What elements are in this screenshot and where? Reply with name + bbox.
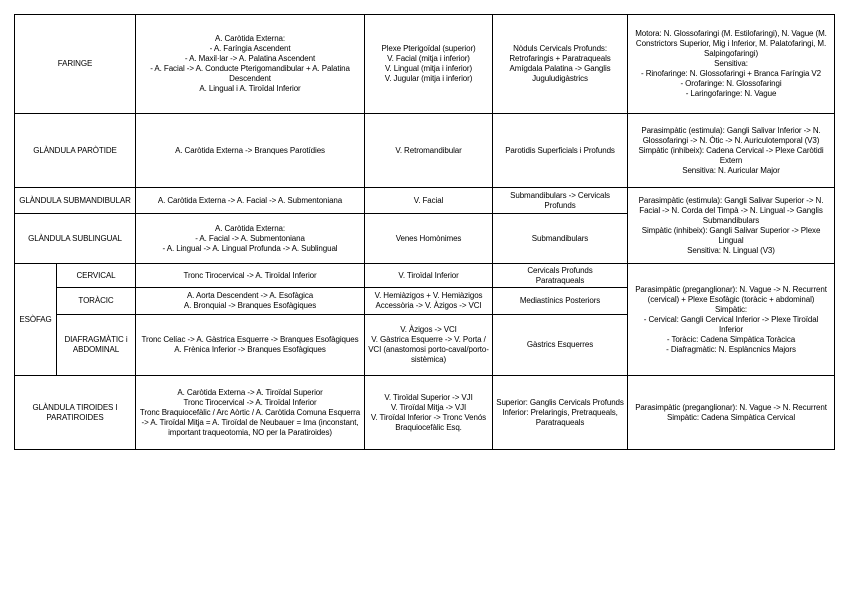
lymph-cell	[493, 188, 628, 214]
artery-line: A. Caròtida Externa -> Branques Parotídies	[175, 145, 325, 155]
nerve-line: - Toràcic: Cadena Simpàtica Toràcica	[666, 334, 796, 344]
vein-line: V. Hemiàzigos + V. Hemiàzigos Accessòria -> V. Àzigos -> VCI	[374, 291, 483, 310]
part-cell	[57, 264, 136, 288]
arteries-cell	[136, 114, 365, 188]
part-label: CERVICAL	[76, 270, 116, 280]
veins-cell	[365, 315, 493, 376]
vein-line: V. Jugular (mitja i inferior)	[384, 74, 473, 83]
lymph-line: Submandibulars -> Cervicals Profunds	[510, 190, 610, 210]
lymph-line: Cervicals Profunds	[527, 265, 593, 275]
veins-cell	[365, 288, 493, 315]
organ-cell	[15, 376, 136, 450]
arteries-cell	[136, 15, 365, 114]
lymph-line: Mediastínics Posteriors	[519, 296, 601, 305]
artery-line: A. Aorta Descendent -> A. Esofàgica	[186, 291, 314, 300]
nerve-line: Parasimpàtic (preganglionar): N. Vague -> N. Recurrent (cervical) + Plexe Esofàgic (toràcic + abdominal)	[635, 284, 827, 304]
organ-cell	[15, 114, 136, 188]
artery-line: A. Caròtida Externa:	[214, 223, 286, 233]
artery-line: - A. Lingual -> A. Lingual Profunda -> A. Sublingual	[162, 243, 338, 253]
lymph-line: Amígdala Palatina -> Ganglis Juguludigàstrics	[509, 64, 611, 83]
vein-line: V. Tiroïdal Inferior -> Tronc Venós Braquiocefàlic Esq.	[370, 412, 487, 432]
organ-label: GLÀNDULA SUBLINGUAL	[28, 233, 122, 243]
lymph-cell	[493, 114, 628, 188]
table-row-submandibular	[15, 188, 835, 214]
organ-label: ESÒFAG	[19, 314, 52, 324]
organ-label: GLÀNDULA SUBMANDIBULAR	[19, 195, 131, 205]
artery-line: A. Caròtida Externa -> A. Facial -> A. Submentoniana	[157, 195, 343, 205]
veins-cell	[365, 264, 493, 288]
nerves-cell	[628, 264, 835, 376]
nerve-line: - Rinofaringe: N. Glossofaringi + Branca Faríngia V2	[641, 69, 822, 78]
vein-line: Venes Homònimes	[395, 233, 462, 243]
anatomy-table	[14, 14, 835, 450]
nerves-cell	[628, 376, 835, 450]
lymph-cell	[493, 214, 628, 264]
lymph-line: Parotidis Superficials i Profunds	[505, 145, 615, 155]
nerve-line: - Cervical: Gangli Cervical Inferior -> Plexe Tiroïdal Inferior	[643, 314, 819, 334]
table-row-parotide	[15, 114, 835, 188]
vein-line: V. Gàstrica Esquerre -> V. Porta / VCI (anastomosi porto-caval/porto-sistèmica)	[368, 335, 489, 364]
artery-line: - A. Maxil·lar -> A. Palatina Ascendent	[184, 54, 316, 63]
nerve-line: Parasimpàtic (estimula): Gangli Salivar Inferior -> N. Glossofaringi -> N. Òtic -> N. Auriculotemporal (V3)	[641, 125, 821, 145]
nerve-line: Sensitiva: N. Auricular Major	[682, 165, 780, 175]
artery-line: - A. Faríngia Ascendent	[209, 44, 291, 53]
nerve-line: Parasimpàtic (preganglionar): N. Vague -> N. Recurrent	[635, 402, 827, 412]
artery-line: A. Lingual i A. Tiroïdal Inferior	[199, 84, 301, 93]
nerve-line: Motora: N. Glossofaringi (M. Estilofaringi), N. Vague (M. Constrictors Superior, Mig i Inferior, M. Palatofaringi, M. Salpingofaringi)	[635, 29, 827, 58]
vein-line: V. Retromandibular	[395, 145, 462, 155]
arteries-cell	[136, 214, 365, 264]
table-row-faringe	[15, 15, 835, 114]
artery-line: Tronc Braquiocefàlic / Arc Aòrtic / A. Caròtida Comuna Esquerra -> A. Tiroïdal Mitja = A. Tiroïdal de Neubauer = Ima (inconstant, important traqueotomia, NO per la Paratiroides)	[139, 407, 361, 437]
artery-line: Tronc Tirocervical -> A. Tiroïdal Inferior	[183, 397, 317, 407]
nerve-line: - Orofaringe: N. Glossofaringi	[680, 79, 782, 88]
vein-line: V. Lingual (mitja i inferior)	[384, 64, 473, 73]
organ-label: GLÀNDULA PARÒTIDE	[33, 145, 117, 155]
part-cell	[57, 288, 136, 315]
artery-line: A. Caròtida Externa -> A. Tiroïdal Superior	[177, 387, 323, 397]
organ-cell	[15, 214, 136, 264]
veins-cell	[365, 376, 493, 450]
vein-line: V. Tiroïdal Superior -> VJI	[384, 392, 473, 402]
artery-line: A. Frènica Inferior -> Branques Esofàgiques	[174, 345, 326, 354]
nerves-cell	[628, 114, 835, 188]
organ-label: GLÀNDULA TIROIDES I PARATIROIDES	[32, 402, 118, 422]
organ-cell	[15, 264, 57, 376]
nerve-line: Simpàtic (inhibeix): Cadena Cervical -> Plexe Caròtidi Extern	[638, 145, 824, 165]
nerve-line: Simpàtic: Cadena Simpàtica Cervical	[666, 412, 796, 422]
lymph-line: Inferior: Prelaringis, Pretraqueals, Paratraqueals	[502, 407, 618, 427]
part-label: DIAFRAGMÀTIC i ABDOMINAL	[64, 335, 128, 354]
artery-line: A. Caròtida Externa:	[214, 34, 286, 43]
lymph-line: Submandibulars	[531, 233, 589, 243]
nerve-line: Simpàtic:	[715, 304, 748, 314]
lymph-line: Retrofaringis + Paratraqueals	[509, 54, 611, 63]
artery-line: - A. Facial -> A. Submentoniana	[195, 233, 305, 243]
vein-line: Plexe Pterigoïdal (superior)	[381, 44, 476, 53]
lymph-line: Gàstrics Esquerres	[526, 340, 594, 349]
part-cell	[57, 315, 136, 376]
artery-line: A. Bronquial -> Branques Esofàgiques	[183, 301, 317, 310]
nerve-line: Sensitiva:	[714, 59, 748, 68]
lymph-cell	[493, 376, 628, 450]
artery-line: Tronc Celíac -> A. Gàstrica Esquerre -> Branques Esofàgiques	[141, 335, 359, 344]
nerve-line: Sensitiva: N. Lingual (V3)	[687, 245, 775, 255]
table-row-esofag-cervical	[15, 264, 835, 288]
arteries-cell	[136, 315, 365, 376]
organ-cell	[15, 188, 136, 214]
artery-line: - A. Facial -> A. Conducte Pterigomandibular + A. Palatina Descendent	[150, 64, 350, 83]
veins-cell	[365, 114, 493, 188]
nerve-line: Simpàtic (inhibeix): Gangli Salivar Superior -> Plexe Lingual	[641, 225, 821, 245]
nerves-cell	[628, 188, 835, 264]
lymph-line: Superior: Ganglis Cervicals Profunds	[496, 397, 624, 407]
vein-line: V. Facial	[413, 195, 444, 205]
nerve-line: Parasimpàtic (estimula): Gangli Salivar Superior -> N. Facial -> N. Corda del Timpà -> N. Lingual -> Ganglis Submandibulars	[638, 195, 824, 225]
organ-label: FARINGE	[57, 59, 93, 68]
veins-cell	[365, 188, 493, 214]
nerve-line: - Laringofaringe: N. Vague	[685, 89, 777, 98]
vein-line: V. Tiroïdal Inferior	[398, 270, 459, 280]
lymph-cell	[493, 288, 628, 315]
vein-line: V. Tiroïdal Mitja -> VJI	[390, 402, 467, 412]
nerve-line: - Diafragmàtic: N. Esplàncnics Majors	[666, 344, 796, 354]
veins-cell	[365, 15, 493, 114]
part-label: TORÀCIC	[78, 296, 114, 305]
vein-line: V. Facial (mitja i inferior)	[387, 54, 470, 63]
lymph-line: Paratraqueals	[535, 275, 585, 285]
arteries-cell	[136, 288, 365, 315]
artery-line: Tronc Tirocervical -> A. Tiroïdal Inferior	[183, 270, 317, 280]
nerves-cell	[628, 15, 835, 114]
veins-cell	[365, 214, 493, 264]
lymph-cell	[493, 15, 628, 114]
arteries-cell	[136, 188, 365, 214]
lymph-line: Nòduls Cervicals Profunds:	[513, 44, 607, 53]
vein-line: V. Àzigos -> VCI	[400, 325, 457, 334]
table-row-tiroides	[15, 376, 835, 450]
lymph-cell	[493, 315, 628, 376]
arteries-cell	[136, 264, 365, 288]
arteries-cell	[136, 376, 365, 450]
organ-cell	[15, 15, 136, 114]
lymph-cell	[493, 264, 628, 288]
